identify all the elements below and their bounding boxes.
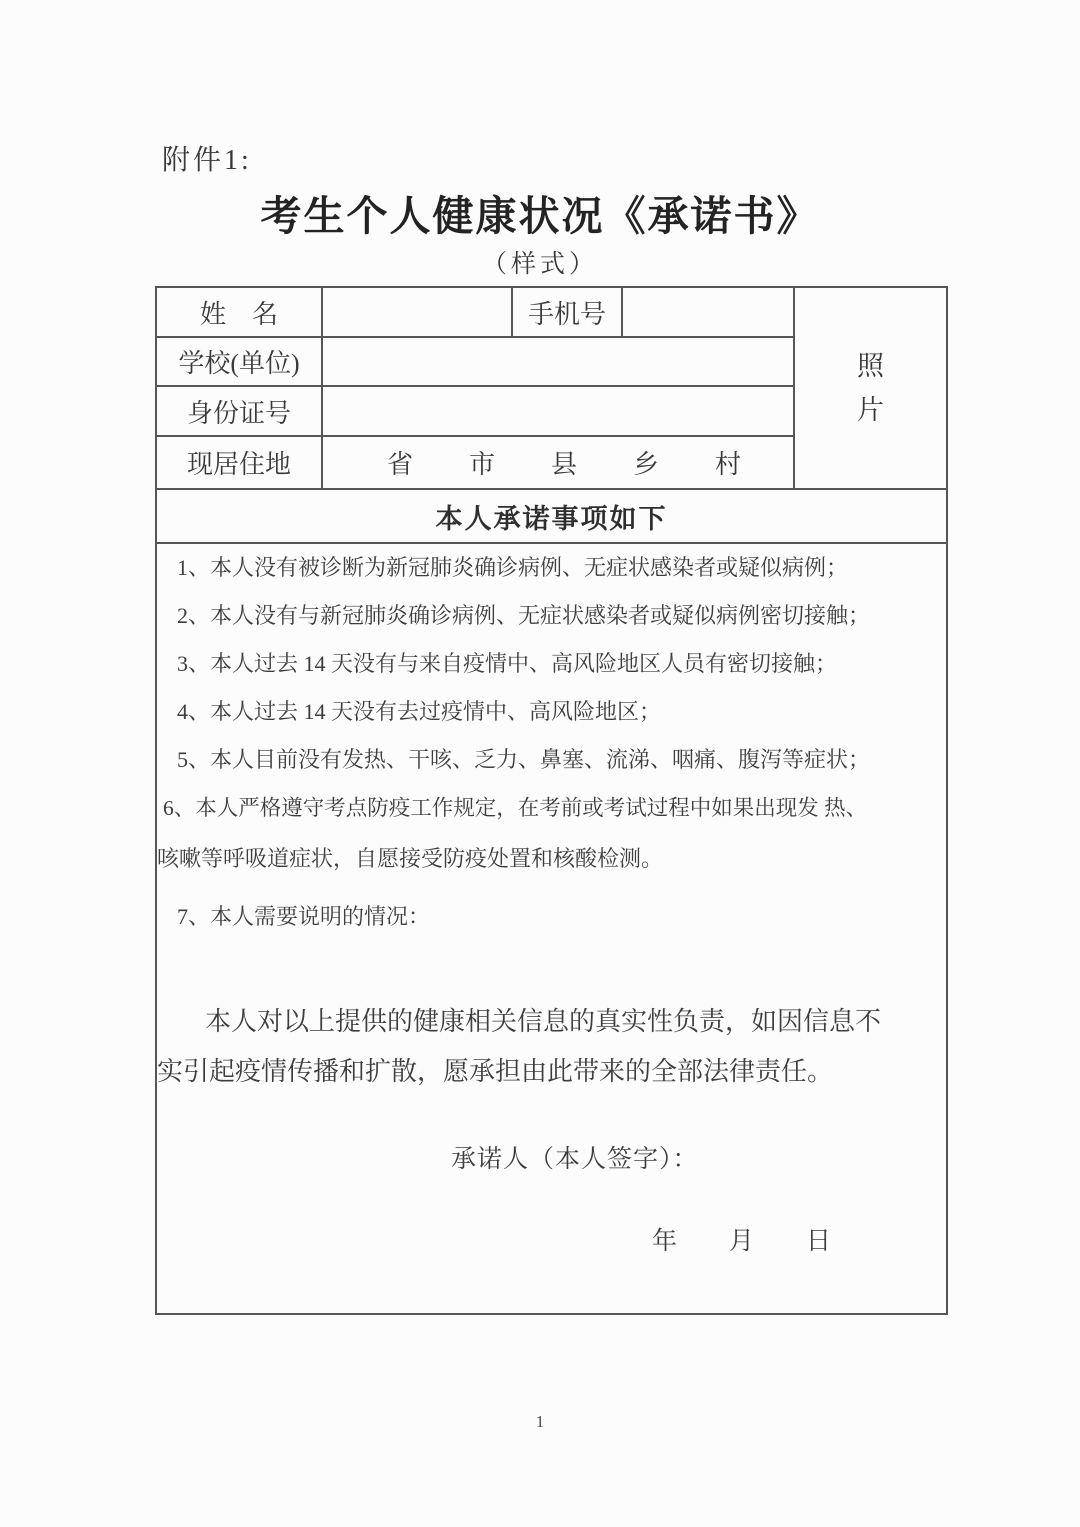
page-title: 考生个人健康状况《承诺书》 bbox=[260, 193, 820, 239]
date-year-label: 年 bbox=[652, 1228, 678, 1255]
attachment-label: 附件1: bbox=[162, 145, 252, 176]
commitment-item-6: 6、本人严格遵守考点防疫工作规定，在考前或考试过程中如果出现发 热、 bbox=[163, 796, 868, 820]
unit-village: 村 bbox=[714, 450, 741, 479]
name-input-cell[interactable] bbox=[322, 287, 512, 337]
commitment-section-header: 本人承诺事项如下 bbox=[156, 489, 947, 543]
statement-line-1: 本人对以上提供的健康相关信息的真实性负责，如因信息不 bbox=[205, 1007, 882, 1036]
unit-city: 市 bbox=[468, 450, 495, 479]
statement-line-2: 实引起疫情传播和扩散，愿承担由此带来的全部法律责任。 bbox=[157, 1057, 834, 1086]
signature-label[interactable]: 承诺人（本人签字）： bbox=[451, 1146, 699, 1173]
table-row bbox=[156, 287, 947, 337]
photo-box[interactable] bbox=[794, 287, 947, 489]
table-row bbox=[156, 543, 947, 1314]
commitment-item-2: 2、本人没有与新冠肺炎确诊病例、无症状感染者或疑似病例密切接触； bbox=[177, 603, 871, 628]
residence-label: 现居住地 bbox=[156, 436, 322, 489]
id-number-input-cell[interactable] bbox=[322, 386, 794, 436]
commitment-item-5: 5、本人目前没有发热、干咳、乏力、鼻塞、流涕、咽痛、腹泻等症状； bbox=[177, 747, 871, 772]
residence-input-cell[interactable] bbox=[322, 436, 794, 489]
commitment-item-3: 3、本人过去 14 天没有与来自疫情中、高风险地区人员有密切接触； bbox=[177, 651, 838, 676]
photo-label-char-1: 照 bbox=[857, 351, 884, 381]
photo-label-char-2: 片 bbox=[857, 395, 884, 425]
page-number: 1 bbox=[535, 1412, 545, 1431]
commitment-body-cell bbox=[156, 543, 947, 1314]
commitment-item-4: 4、本人过去 14 天没有去过疫情中、高风险地区； bbox=[177, 699, 662, 724]
responsibility-statement bbox=[157, 997, 946, 1097]
residence-units bbox=[323, 444, 793, 481]
commitment-item-1: 1、本人没有被诊断为新冠肺炎确诊病例、无症状感染者或疑似病例； bbox=[177, 555, 849, 580]
phone-label: 手机号 bbox=[512, 287, 622, 337]
date-line[interactable] bbox=[157, 1221, 946, 1257]
name-label: 姓 名 bbox=[156, 287, 322, 337]
date-day-label: 日 bbox=[806, 1228, 832, 1255]
page-subtitle: （样式） bbox=[481, 251, 598, 278]
table-row bbox=[156, 489, 947, 543]
unit-township: 乡 bbox=[632, 450, 659, 479]
unit-province: 省 bbox=[387, 450, 414, 479]
phone-input-cell[interactable] bbox=[622, 287, 794, 337]
commitment-item-7: 7、本人需要说明的情况： bbox=[177, 904, 431, 929]
unit-county: 县 bbox=[550, 450, 577, 479]
school-label: 学校(单位) bbox=[156, 337, 322, 386]
date-month-label: 月 bbox=[729, 1228, 755, 1255]
id-number-label: 身份证号 bbox=[156, 386, 322, 436]
commitment-item-6-continued: 咳嗽等呼吸道症状，自愿接受防疫处置和核酸检测。 bbox=[157, 846, 664, 871]
school-input-cell[interactable] bbox=[322, 337, 794, 386]
health-commitment-form-table bbox=[155, 286, 948, 1315]
